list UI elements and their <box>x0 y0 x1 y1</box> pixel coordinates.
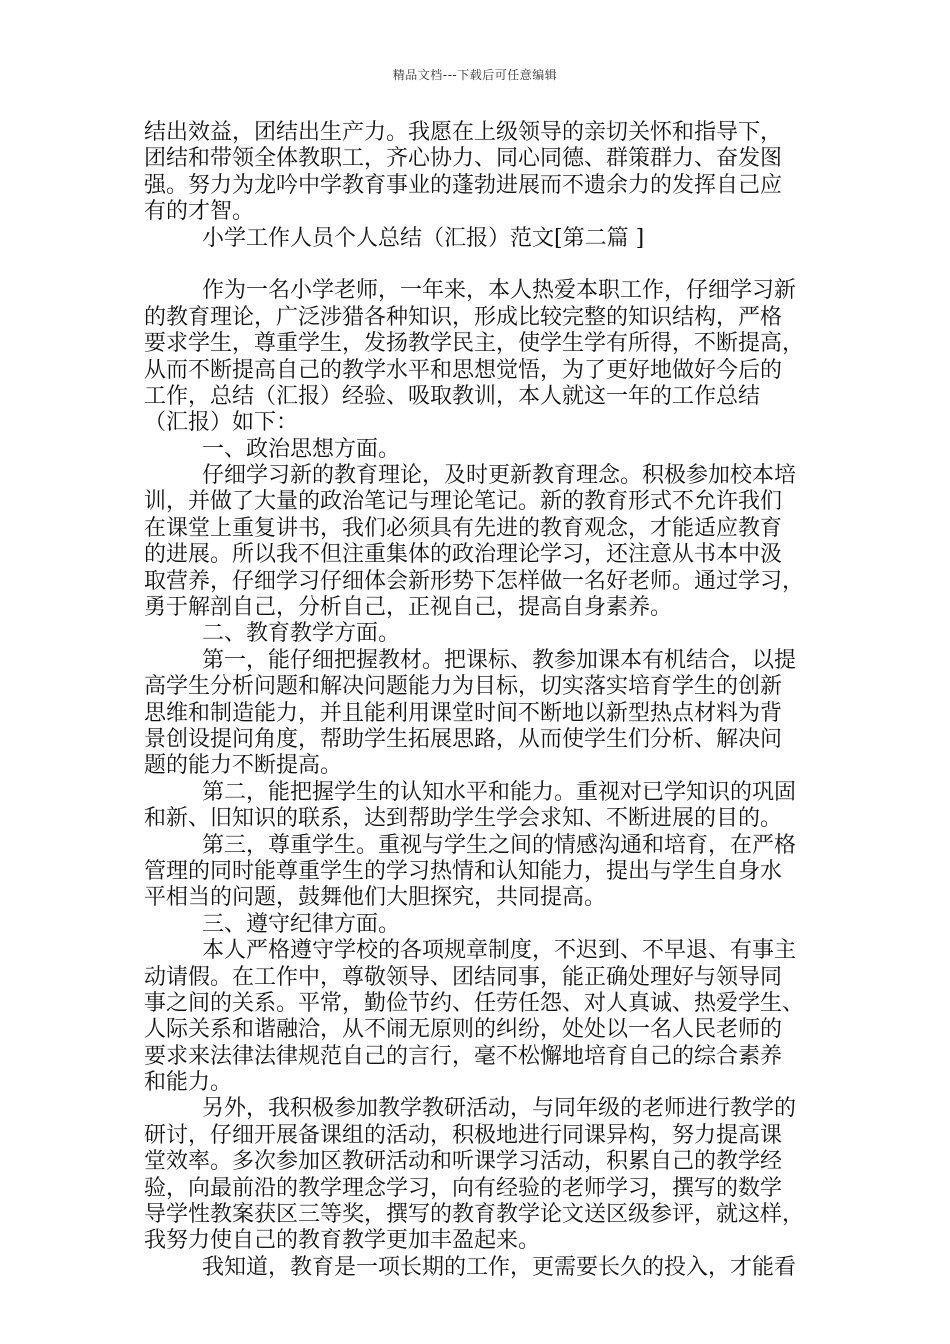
document-body <box>144 120 808 1281</box>
text-line: 人际关系和谐融洽，从不闹无原则的纠纷，处处以一名人民老师的 <box>144 1017 783 1043</box>
text-line: 研讨，仔细开展备课组的活动，积极地进行同课异构，努力提高课 <box>144 1122 783 1148</box>
text-line: 事之间的关系。平常，勤俭节约、任劳任怨、对人真诚、热爱学生、 <box>144 990 805 1016</box>
text-line: 堂效率。多次参加区教研活动和听课学习活动，积累自己的教学经 <box>144 1149 783 1175</box>
text-line: 高学生分析问题和解决问题能力为目标，切实落实培育学生的创新 <box>144 674 783 700</box>
paragraph-start: 我知道，教育是一项长期的工作，更需要长久的投入，才能看 <box>202 1254 797 1280</box>
text-line: 有的才智。 <box>144 199 255 225</box>
paragraph-start: 另外，我积极参加教学教研活动，与同年级的老师进行教学的 <box>202 1096 797 1122</box>
paragraph-start: 本人严格遵守学校的各项规章制度，不迟到、不早退、有事主 <box>202 938 797 964</box>
text-line: 要求学生，尊重学生，发扬教学民主，使学生学有所得，不断提高， <box>144 331 805 357</box>
text-line: （汇报）如下： <box>144 410 299 436</box>
text-line: 我努力使自己的教育教学更加丰盈起来。 <box>144 1228 541 1254</box>
heading-teaching: 二、教育教学方面。 <box>202 621 401 647</box>
text-line: 和新、旧知识的联系，达到帮助学生学会求知、不断进展的目的。 <box>144 806 783 832</box>
section-title: 小学工作人员个人总结（汇报）范文[第二篇 ] <box>202 225 645 251</box>
text-line: 景创设提问角度，帮助学生拓展思路，从而使学生们分析、解决问 <box>144 726 783 752</box>
paragraph-start: 第一，能仔细把握教材。把课标、教参加课本有机结合，以提 <box>202 647 797 673</box>
paragraph-start: 第三，尊重学生。重视与学生之间的情感沟通和培育，在严格 <box>202 832 797 858</box>
text-line: 强。努力为龙吟中学教育事业的蓬勃进展而不遗余力的发挥自己应 <box>144 172 783 198</box>
text-line: 动请假。在工作中，尊敬领导、团结同事，能正确处理好与领导同 <box>144 964 783 990</box>
text-line: 勇于解剖自己，分析自己，正视自己，提高自身素养。 <box>144 595 673 621</box>
text-line: 要求来法律法律规范自己的言行，毫不松懈地培育自己的综合素养 <box>144 1043 783 1069</box>
paragraph-start: 仔细学习新的教育理论，及时更新教育理念。积极参加校本培 <box>202 463 797 489</box>
text-line: 团结和带领全体教职工，齐心协力、同心同德、群策群力、奋发图 <box>144 146 783 172</box>
blank-line <box>144 252 808 278</box>
text-line: 验，向最前沿的教学理念学习，向有经验的老师学习，撰写的数学 <box>144 1175 783 1201</box>
text-line: 和能力。 <box>144 1070 233 1096</box>
text-line: 思维和制造能力，并且能利用课堂时间不断地以新型热点材料为背 <box>144 700 783 726</box>
heading-discipline: 三、遵守纪律方面。 <box>202 911 401 937</box>
text-line: 在课堂上重复讲书，我们必须具有先进的教育观念，才能适应教育 <box>144 515 783 541</box>
paragraph-start: 第二，能把握学生的认知水平和能力。重视对已学知识的巩固 <box>202 779 797 805</box>
text-line: 管理的同时能尊重学生的学习热情和认知能力，提出与学生自身水 <box>144 858 783 884</box>
text-line: 从而不断提高自己的教学水平和思想觉悟，为了更好地做好今后的 <box>144 357 783 383</box>
text-line: 导学性教案获区三等奖，撰写的教育教学论文送区级参评，就这样， <box>144 1202 805 1228</box>
page-header-watermark: 精品文档---下载后可任意编辑 <box>392 68 558 82</box>
text-line: 题的能力不断提高。 <box>144 753 343 779</box>
text-line: 工作，总结（汇报）经验、吸取教训，本人就这一年的工作总结 <box>144 383 761 409</box>
text-line: 取营养，仔细学习仔细体会新形势下怎样做一名好老师。通过学习， <box>144 568 805 594</box>
text-line: 训，并做了大量的政治笔记与理论笔记。新的教育形式不允许我们 <box>144 489 783 515</box>
paragraph-start: 作为一名小学老师，一年来，本人热爱本职工作，仔细学习新 <box>202 278 797 304</box>
text-line: 的教育理论，广泛涉猎各种知识，形成比较完整的知识结构，严格 <box>144 304 783 330</box>
text-line: 的进展。所以我不但注重集体的政治理论学习，还注意从书本中汲 <box>144 542 783 568</box>
heading-political: 一、政治思想方面。 <box>202 436 401 462</box>
text-line: 平相当的问题，鼓舞他们大胆探究，共同提高。 <box>144 885 607 911</box>
text-line: 结出效益，团结出生产力。我愿在上级领导的亲切关怀和指导下， <box>144 120 783 145</box>
